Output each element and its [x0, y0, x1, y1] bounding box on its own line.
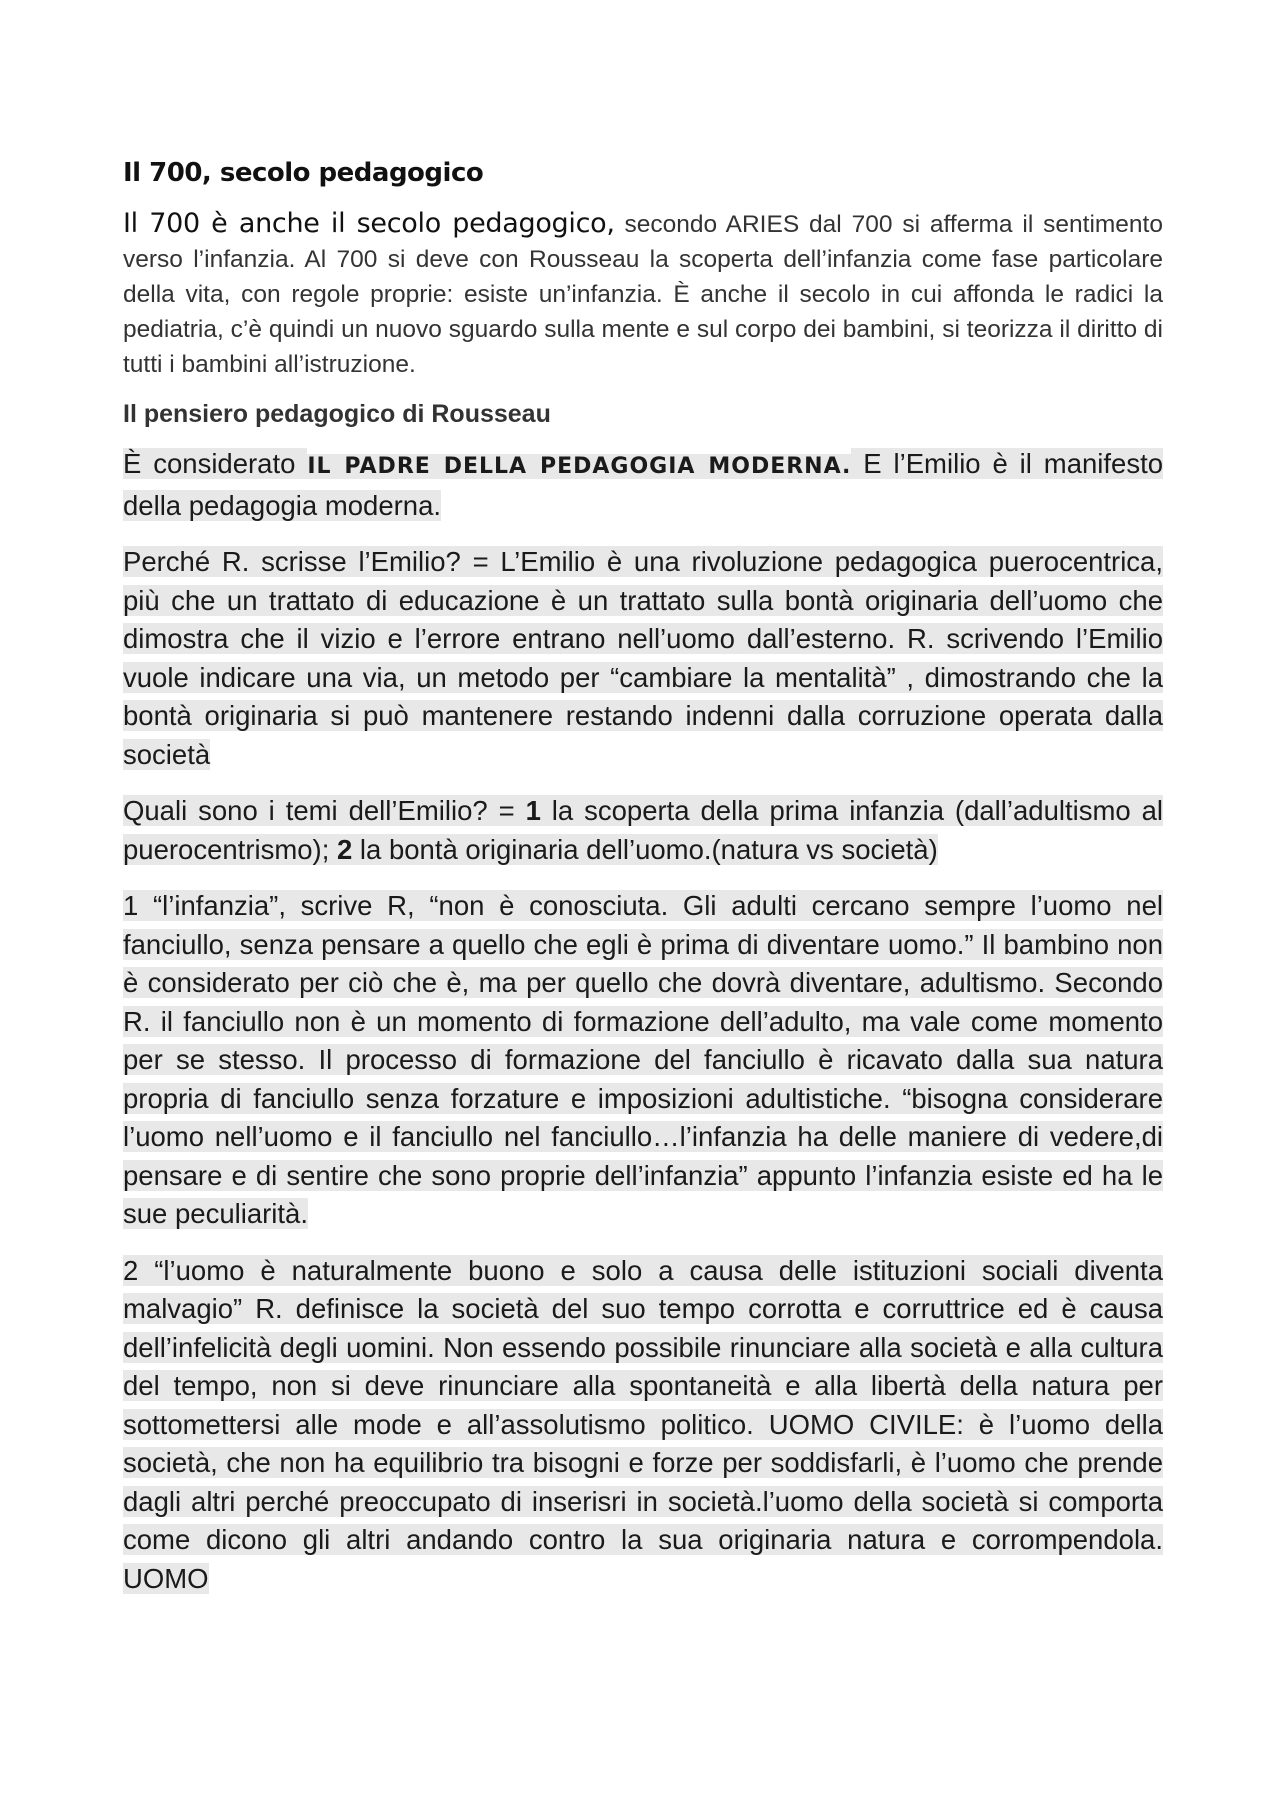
intro-paragraph — [123, 206, 1163, 382]
intro-text: secondo ARIES dal 700 si afferma il sentimento verso l’infanzia. Al 700 si deve con Rousseau la scoperta dell’infanzia come fase particolare della vita, con regole proprie: esiste un’infanzia. È anche il secolo in cui affonda le radici la pediatria, c’è quindi un nuovo sguardo sulla mente e sul corpo dei bambini, si teorizza il diritto di tutti i bambini all’istruzione. — [123, 211, 1163, 378]
paragraph-infanzia — [123, 887, 1163, 1234]
paragraph-padre — [123, 445, 1163, 525]
paragraph-padre-end: E l’Emilio è il manifesto della pedagogia moderna. — [123, 448, 1164, 521]
intro-lead: Il 700 è anche il secolo pedagogico, — [123, 208, 615, 239]
document-page — [123, 150, 1163, 1616]
page-title: Il 700, secolo pedagogico — [123, 158, 484, 188]
paragraph-uomo-buono — [123, 1252, 1163, 1599]
paragraph-padre-start: È considerato — [123, 448, 308, 479]
paragraph-temi — [123, 792, 1163, 869]
paragraph-perche — [123, 543, 1163, 774]
paragraph-temi-b: la scoperta della prima infanzia (dall’adultismo al puerocentrismo); — [123, 795, 1163, 865]
theme-number-2: 2 — [336, 833, 353, 865]
paragraph-infanzia-text: 1 “l’infanzia”, scrive R, “non è conosciuta. Gli adulti cercano sempre l’uomo nel fanciullo, senza pensare a quello che egli è prima di diventare uomo.” Il bambino non è considerato per ciò che è, ma per quello che dovrà diventare, adultismo. Secondo R. il fanciullo non è un momento di formazione dell’adulto, ma vale come momento per se stesso. Il processo di formazione del fanciullo è ricavato dalla sua natura propria di fanciullo senza forzature e imposizioni adultistiche. “bisogna considerare l’uomo nell’uomo e il fanciullo nel fanciullo…l’infanzia ha delle maniere di vedere,di pensare e di sentire che sono proprie dell’infanzia” appunto l’infanzia esiste ed ha le sue peculiarità. — [123, 890, 1163, 1229]
paragraph-uomo-buono-text: 2 “l’uomo è naturalmente buono e solo a causa delle istituzioni sociali diventa malvagio” R. definisce la società del suo tempo corrotta e corruttrice ed è causa dell’infelicità degli uomini. Non essendo possibile rinunciare alla società e alla cultura del tempo, non si deve rinunciare alla spontaneità e alla libertà della natura per sottomettersi alle mode e all’assolutismo politico. UOMO CIVILE: è l’uomo della società, che non ha equilibrio tra bisogni e forze per soddisfarli, è l’uomo che prende dagli altri perché preoccupato di inserisri in società.l’uomo della società si comporta come dicono gli altri andando contro la sua originaria natura e corrompendola. UOMO — [123, 1254, 1163, 1594]
theme-number-1: 1 — [525, 795, 541, 826]
paragraph-temi-a: Quali sono i temi dell’Emilio? = — [123, 795, 526, 826]
paragraph-temi-c: la bontà originaria dell’uomo.(natura vs società) — [352, 833, 938, 865]
padre-caps-text: IL PADRE DELLA PEDAGOGIA MODERNA. — [307, 454, 852, 479]
paragraph-perche-text: Perché R. scrisse l’Emilio? = L’Emilio è una rivoluzione pedagogica puerocentrica, più che un trattato di educazione è un trattato sulla bontà originaria dell’uomo che dimostra che il vizio e l’errore entrano nell’uomo dall’esterno. R. scrivendo l’Emilio vuole indicare una via, un metodo per “cambiare la mentalità” , dimostrando che la bontà originaria si può mantenere restando indenni dalla corruzione operata dalla società — [123, 546, 1163, 770]
section-heading: Il pensiero pedagogico di Rousseau — [123, 400, 551, 428]
